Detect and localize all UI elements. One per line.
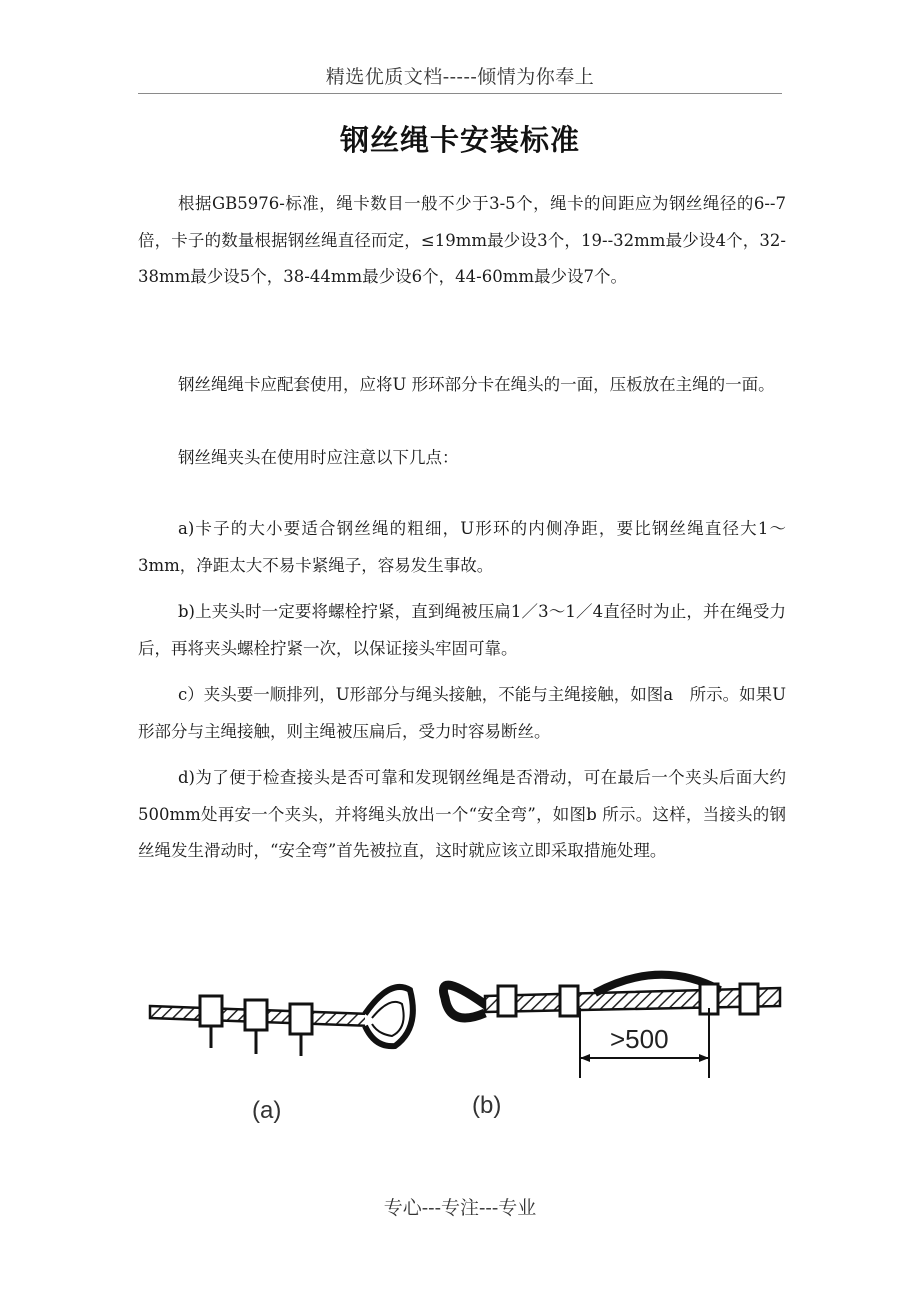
paragraph-usage: 钢丝绳绳卡应配套使用，应将U 形环部分卡在绳头的一面，压板放在主绳的一面。 (178, 375, 775, 394)
paragraph-note-a: a)卡子的大小要适合钢丝绳的粗细，U形环的内侧净距，要比钢丝绳直径大1～3mm，净距太大不易卡紧绳子，容易发生事故。 (138, 519, 786, 575)
paragraph-note-c: c）夹头要一顺排列，U形部分与绳头接触，不能与主绳接触，如图a 所示。如果U形部分与主绳接触，则主绳被压扁后，受力时容易断丝。 (138, 685, 786, 741)
rope-clip-figure (140, 948, 790, 1133)
header-divider (138, 93, 782, 94)
paragraph-notes-intro: 钢丝绳夹头在使用时应注意以下几点： (178, 448, 459, 467)
figure-b-label: (b) (472, 1092, 502, 1119)
paragraph-standard: 根据GB5976-标准，绳卡数目一般不少于3-5个，绳卡的间距应为钢丝绳径的6--7倍，卡子的数量根据钢丝绳直径而定，≤19mm最少设3个，19--32mm最少设4个，32-38mm最少设5个，38-44mm最少设6个，44-60mm最少设7个。 (138, 194, 786, 286)
figure-b-dimension: >500 (610, 1024, 669, 1054)
figure-a-drawing (150, 987, 413, 1056)
document-title: 钢丝绳卡安装标准 (339, 123, 580, 157)
page-header: 精选优质文档-----倾情为你奉上 (325, 66, 595, 88)
paragraph-note-d: d)为了便于检查接头是否可靠和发现钢丝绳是否滑动，可在最后一个夹头后面大约500mm处再安一个夹头，并将绳头放出一个“安全弯”，如图b 所示。这样，当接头的钢丝绳发生滑动时，“安全弯”首先被拉直，这时就应该立即采取措施处理。 (138, 768, 786, 860)
page-footer: 专心---专注---专业 (383, 1197, 537, 1219)
figure-a-label: (a) (252, 1097, 282, 1124)
paragraph-note-b: b)上夹头时一定要将螺栓拧紧，直到绳被压扁1／3～1／4直径时为止，并在绳受力后，再将夹头螺栓拧紧一次，以保证接头牢固可靠。 (138, 602, 786, 658)
